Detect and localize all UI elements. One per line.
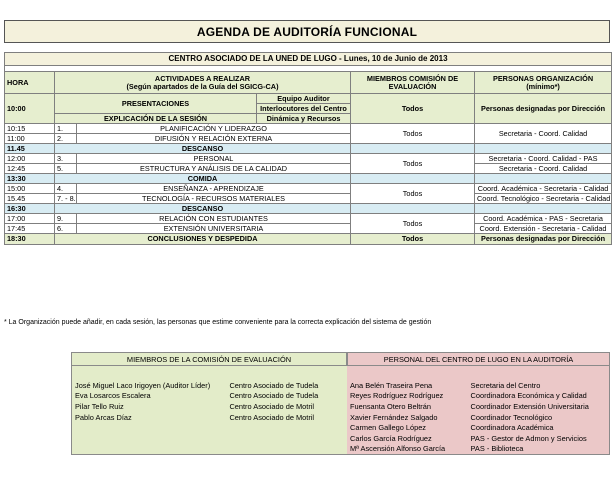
section-number: 6. [55,224,77,234]
table-row [5,124,612,134]
break-label: DESCANSO [55,204,351,214]
list-item: Mª Ascensión Alfonso García PAS - Biblioteca [350,444,524,454]
table-row [5,194,612,204]
section-number: 9. [55,214,77,224]
opening-miembros: Todos [351,94,475,124]
activity-cell: TECNOLOGÍA - RECURSOS MATERIALES [77,194,351,204]
activity-cell: ENSEÑANZA - APRENDIZAJE [77,184,351,194]
subtitle: CENTRO ASOCIADO DE LA UNED DE LUGO - Lunes, 10 de Junio de 2013 [5,53,612,66]
opening-row-1 [5,94,612,104]
time-cell: 17:45 [5,224,55,234]
time-cell: 10:00 [5,94,55,124]
activity-cell: EXTENSIÓN UNIVERSITARIA [77,224,351,234]
explicacion: EXPLICACIÓN DE LA SESIÓN [55,114,257,124]
list-item: José Miguel Laco Irigoyen (Auditor Líder) Centro Asociado de Tudela [75,380,319,390]
section-number: 1. [55,124,77,134]
table-row [5,154,612,164]
group-personas: Coord. Tecnológico - Secretaria - Calidad [475,194,612,204]
staff-list [347,366,610,455]
header-row [5,72,612,94]
dinamica: Dinámica y Recursos [257,114,351,124]
members-section [71,352,610,455]
lunch-label: COMIDA [55,174,351,184]
group-miembros: Todos [351,154,475,174]
table-row [5,164,612,174]
agenda-title: AGENDA DE AUDITORÍA FUNCIONAL [4,20,610,43]
time-cell: 12:00 [5,154,55,164]
staff-title: PERSONAL DEL CENTRO DE LUGO EN LA AUDITORÍA [347,352,610,366]
activity-cell: PLANIFICACIÓN Y LIDERAZGO [77,124,351,134]
group-personas: Coord. Académica - Secretaria - Calidad [475,184,612,194]
time-cell: 15:00 [5,184,55,194]
list-item: Carlos García Rodríguez PAS - Gestor de Admon y Servicios [350,433,587,443]
section-number: 2. [55,134,77,144]
activity-cell: ESTRUCTURA Y ANÁLISIS DE LA CALIDAD [77,164,351,174]
time-cell: 16:30 [5,204,55,214]
footnote: * La Organización puede añadir, en cada sesión, las personas que estime conveniente para la correcta explicación del sistema de gestión [4,319,432,326]
time-cell: 10:15 [5,124,55,134]
time-cell: 13:30 [5,174,55,184]
section-number: 5. [55,164,77,174]
list-item: Pablo Arcas Díaz Centro Asociado de Motril [75,412,315,422]
section-number: 3. [55,154,77,164]
time-cell: 17:00 [5,214,55,224]
opening-personas: Personas designadas por Dirección [475,94,612,124]
time-cell: 15.45 [5,194,55,204]
group-personas: Coord. Académica - PAS - Secretaria [475,214,612,224]
header-personas: PERSONAS ORGANIZACIÓN (mínimo*) [475,72,612,94]
group-personas: Coord. Extensión - Secretaria - Calidad [475,224,612,234]
closing-miembros: Todos [351,234,475,245]
break-row [5,144,612,154]
closing-activity: CONCLUSIONES Y DESPEDIDA [55,234,351,245]
presentaciones: PRESENTACIONES [55,94,257,114]
equipo-auditor: Equipo Auditor [257,94,351,104]
section-number: 4. [55,184,77,194]
table-row [5,184,612,194]
list-item: Eva Losarcos Escalera Centro Asociado de Tudela [75,391,319,401]
commission-list [71,366,347,455]
agenda-table [4,52,612,245]
header-hora: HORA [5,72,55,94]
header-miembros: MIEMBROS COMISIÓN DE EVALUACIÓN [351,72,475,94]
group-miembros: Todos [351,184,475,204]
time-cell: 11:00 [5,134,55,144]
activity-cell: PERSONAL [77,154,351,164]
commission-title: MIEMBROS DE LA COMISIÓN DE EVALUACIÓN [71,352,347,366]
interlocutores: Interlocutores del Centro [257,104,351,114]
group-miembros: Todos [351,214,475,234]
header-actividades: ACTIVIDADES A REALIZAR (Según apartados de la Guía del SGICG-CA) [55,72,351,94]
list-item: Fuensanta Otero Beltrán Coordinador Extensión Universitaria [350,401,589,411]
activity-cell: DIFUSIÓN Y RELACIÓN EXTERNA [77,134,351,144]
break-label: DESCANSO [55,144,351,154]
table-row [5,224,612,234]
time-cell: 12:45 [5,164,55,174]
list-item: Carmen Gallego López Coordinadora Académica [350,423,554,433]
list-item: Reyes Rodríguez Rodríguez Coordinadora Económica y Calidad [350,391,587,401]
group-personas: Secretaria - Coord. Calidad [475,164,612,174]
group-miembros: Todos [351,124,475,144]
list-item: Xavier Fernández Salgado Coordinador Tecnológico [350,412,553,422]
group-personas: Secretaria - Coord. Calidad [475,124,612,144]
list-item: Ana Belén Traseira Pena Secretaria del Centro [350,380,541,390]
lunch-row [5,174,612,184]
table-row [5,214,612,224]
section-number: 7. - 8. [55,194,77,204]
closing-row [5,234,612,245]
time-cell: 11.45 [5,144,55,154]
break-row [5,204,612,214]
closing-personas: Personas designadas por Dirección [475,234,612,245]
list-item: Pilar Tello Ruiz Centro Asociado de Motril [75,401,315,411]
activity-cell: RELACIÓN CON ESTUDIANTES [77,214,351,224]
subtitle-row [5,53,612,66]
members-header [71,352,610,366]
time-cell: 18:30 [5,234,55,245]
group-personas: Secretaria - Coord. Calidad - PAS [475,154,612,164]
